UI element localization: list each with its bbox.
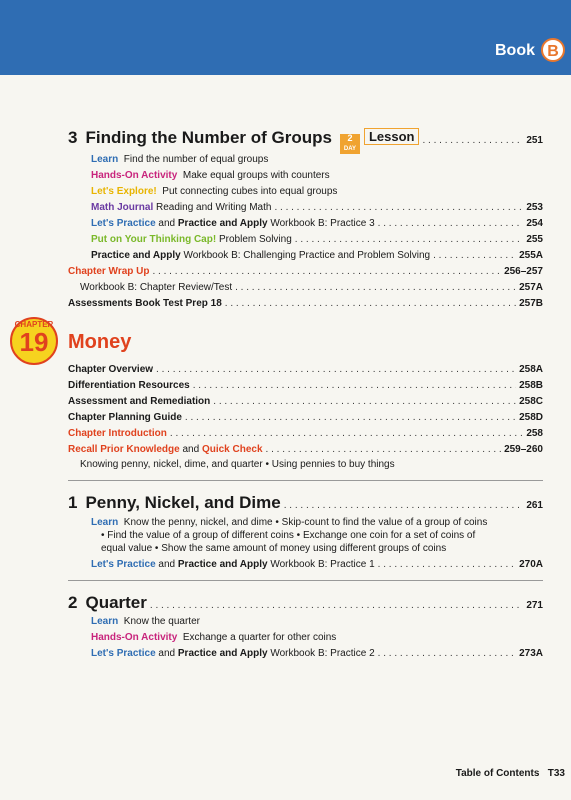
practice-apply-label: Practice and Apply (177, 648, 268, 659)
hands-on-label: Hands-On Activity (91, 170, 178, 181)
explore-text: Put connecting cubes into equal groups (162, 186, 338, 197)
day-word: DAY (343, 146, 357, 152)
page-number: 258B (519, 380, 543, 391)
page-number: 253 (526, 202, 543, 213)
wrap-up-label: Chapter Wrap Up (68, 266, 150, 277)
dot-leader (378, 559, 516, 570)
chapter-badge (10, 317, 58, 365)
front-item-label: Assessment and Remediation (68, 396, 211, 407)
journal-label: Math Journal (91, 202, 154, 213)
lesson1-practice[interactable] (91, 559, 543, 570)
dot-leader (295, 234, 524, 245)
footer-label: Table of Contents (455, 768, 540, 779)
and-text: and (158, 648, 176, 659)
chapter-introduction[interactable] (68, 428, 543, 439)
page-number: 259–260 (504, 444, 543, 455)
dot-leader (185, 412, 516, 423)
page-number: 273A (519, 648, 543, 659)
practice-apply-label: Practice and Apply (91, 250, 181, 261)
review-text: Workbook B: Chapter Review/Test (80, 282, 233, 293)
page-number: 255A (519, 250, 543, 261)
page-number: 271 (526, 600, 543, 611)
lesson3-thinking-cap[interactable] (91, 234, 543, 245)
assessments-test-prep[interactable] (68, 298, 543, 309)
chapter-word: CHAPTER (14, 320, 54, 329)
page-number: 257A (519, 282, 543, 293)
dot-leader (213, 396, 516, 407)
footer-page-number: T33 (547, 768, 565, 779)
lesson2-learn[interactable] (91, 616, 200, 627)
dot-leader (422, 135, 523, 146)
lesson3-title: Finding the Number of Groups (85, 128, 332, 147)
book-letter-badge: B (541, 38, 565, 62)
thinking-cap-text: Problem Solving (218, 234, 292, 245)
front-item-label: Chapter Planning Guide (68, 412, 182, 423)
front-item[interactable] (68, 364, 543, 375)
divider (68, 480, 543, 481)
page-number: 254 (526, 218, 543, 229)
and-text: and (158, 559, 176, 570)
lesson2-number: 2 (68, 593, 78, 612)
page-number: 256–257 (504, 266, 543, 277)
dot-leader (153, 266, 502, 277)
and-text: and (182, 444, 200, 455)
lesson3-explore[interactable] (91, 186, 337, 197)
dot-leader (433, 250, 516, 261)
lesson1-title: Penny, Nickel, and Dime (85, 493, 281, 512)
front-item-label: Differentiation Resources (68, 380, 190, 391)
lesson2-practice[interactable] (91, 648, 543, 659)
recall-prior-knowledge[interactable] (68, 444, 543, 455)
recall-label: Recall Prior Knowledge (68, 444, 180, 455)
learn-label: Learn (91, 616, 119, 627)
lesson3-learn[interactable] (91, 154, 268, 165)
practice-text: Workbook B: Practice 2 (270, 648, 375, 659)
divider (68, 580, 543, 581)
front-item-label: Chapter Overview (68, 364, 154, 375)
lesson1-heading[interactable] (68, 493, 543, 513)
lesson3-heading[interactable] (68, 128, 543, 156)
day-badge (340, 134, 360, 154)
lesson3-journal[interactable] (91, 202, 543, 213)
intro-label: Chapter Introduction (68, 428, 167, 439)
assess-text: Assessments Book Test Prep 18 (68, 298, 222, 309)
learn-text: Know the penny, nickel, and dime • Skip-count to find the value of a group of coins (123, 517, 488, 528)
chapter-title: Money (68, 331, 132, 353)
practice-label: Let's Practice (91, 648, 156, 659)
thinking-cap-label: Put on Your Thinking Cap! (91, 234, 217, 245)
lesson3-practice2[interactable] (91, 250, 543, 261)
practice-apply-label: Practice and Apply (177, 559, 268, 570)
dot-leader (225, 298, 516, 309)
learn-text: Find the number of equal groups (123, 154, 269, 165)
book-label: Book (495, 42, 535, 59)
practice-apply-label: Practice and Apply (177, 218, 268, 229)
lesson2-title: Quarter (85, 593, 147, 612)
chapter-number: 19 (19, 327, 49, 357)
hands-on-label: Hands-On Activity (91, 632, 178, 643)
lesson1-learn[interactable] (91, 517, 487, 528)
dot-leader (235, 282, 516, 293)
page-number: 251 (526, 135, 543, 146)
dot-leader (193, 380, 516, 391)
journal-text: Reading and Writing Math (156, 202, 272, 213)
learn-text: Know the quarter (123, 616, 200, 627)
header-bar (0, 0, 571, 75)
dot-leader (378, 648, 516, 659)
dot-leader (378, 218, 524, 229)
dot-leader (156, 364, 516, 375)
page-number: 257B (519, 298, 543, 309)
page-number: 258C (519, 396, 543, 407)
page-number: 255 (526, 234, 543, 245)
dot-leader (274, 202, 523, 213)
lesson3-number: 3 (68, 128, 78, 147)
page-number: 258 (526, 428, 543, 439)
hands-on-text: Exchange a quarter for other coins (182, 632, 337, 643)
quick-check-label: Quick Check (201, 444, 263, 455)
day-number: 2 (347, 133, 353, 143)
dot-leader (266, 444, 502, 455)
dot-leader (150, 600, 523, 611)
lesson1-learn-line2: • Find the value of a group of different coins • Exchange one coin for a set of coins of (101, 530, 476, 541)
front-item[interactable] (68, 396, 543, 407)
practice-text: Workbook B: Practice 1 (270, 559, 375, 570)
lesson1-number: 1 (68, 493, 78, 512)
lesson-tag: Lesson (364, 128, 420, 145)
chapter-review[interactable] (80, 282, 543, 293)
page-number: 258A (519, 364, 543, 375)
page-number: 261 (526, 500, 543, 511)
practice2-text: Workbook B: Challenging Practice and Problem Solving (183, 250, 431, 261)
chapter-wrap-up[interactable] (68, 266, 543, 277)
practice-label: Let's Practice (91, 559, 156, 570)
practice-text: Workbook B: Practice 3 (270, 218, 375, 229)
hands-on-text: Make equal groups with counters (182, 170, 330, 181)
recall-subtext: Knowing penny, nickel, dime, and quarter • Using pennies to buy things (80, 459, 395, 470)
explore-label: Let's Explore! (91, 186, 157, 197)
page-footer (456, 768, 565, 779)
learn-label: Learn (91, 517, 119, 528)
learn-label: Learn (91, 154, 119, 165)
lesson1-learn-line3: equal value • Show the same amount of money using different groups of coins (101, 543, 447, 554)
page-number: 258D (519, 412, 543, 423)
front-item[interactable] (68, 412, 543, 423)
page-number: 270A (519, 559, 543, 570)
dot-leader (284, 500, 524, 511)
lesson2-heading[interactable] (68, 593, 543, 613)
and-text: and (158, 218, 176, 229)
practice-label: Let's Practice (91, 218, 156, 229)
lesson3-practice[interactable] (91, 218, 543, 229)
lesson2-hands-on[interactable] (91, 632, 336, 643)
front-item[interactable] (68, 380, 543, 391)
dot-leader (170, 428, 523, 439)
lesson3-hands-on[interactable] (91, 170, 330, 181)
